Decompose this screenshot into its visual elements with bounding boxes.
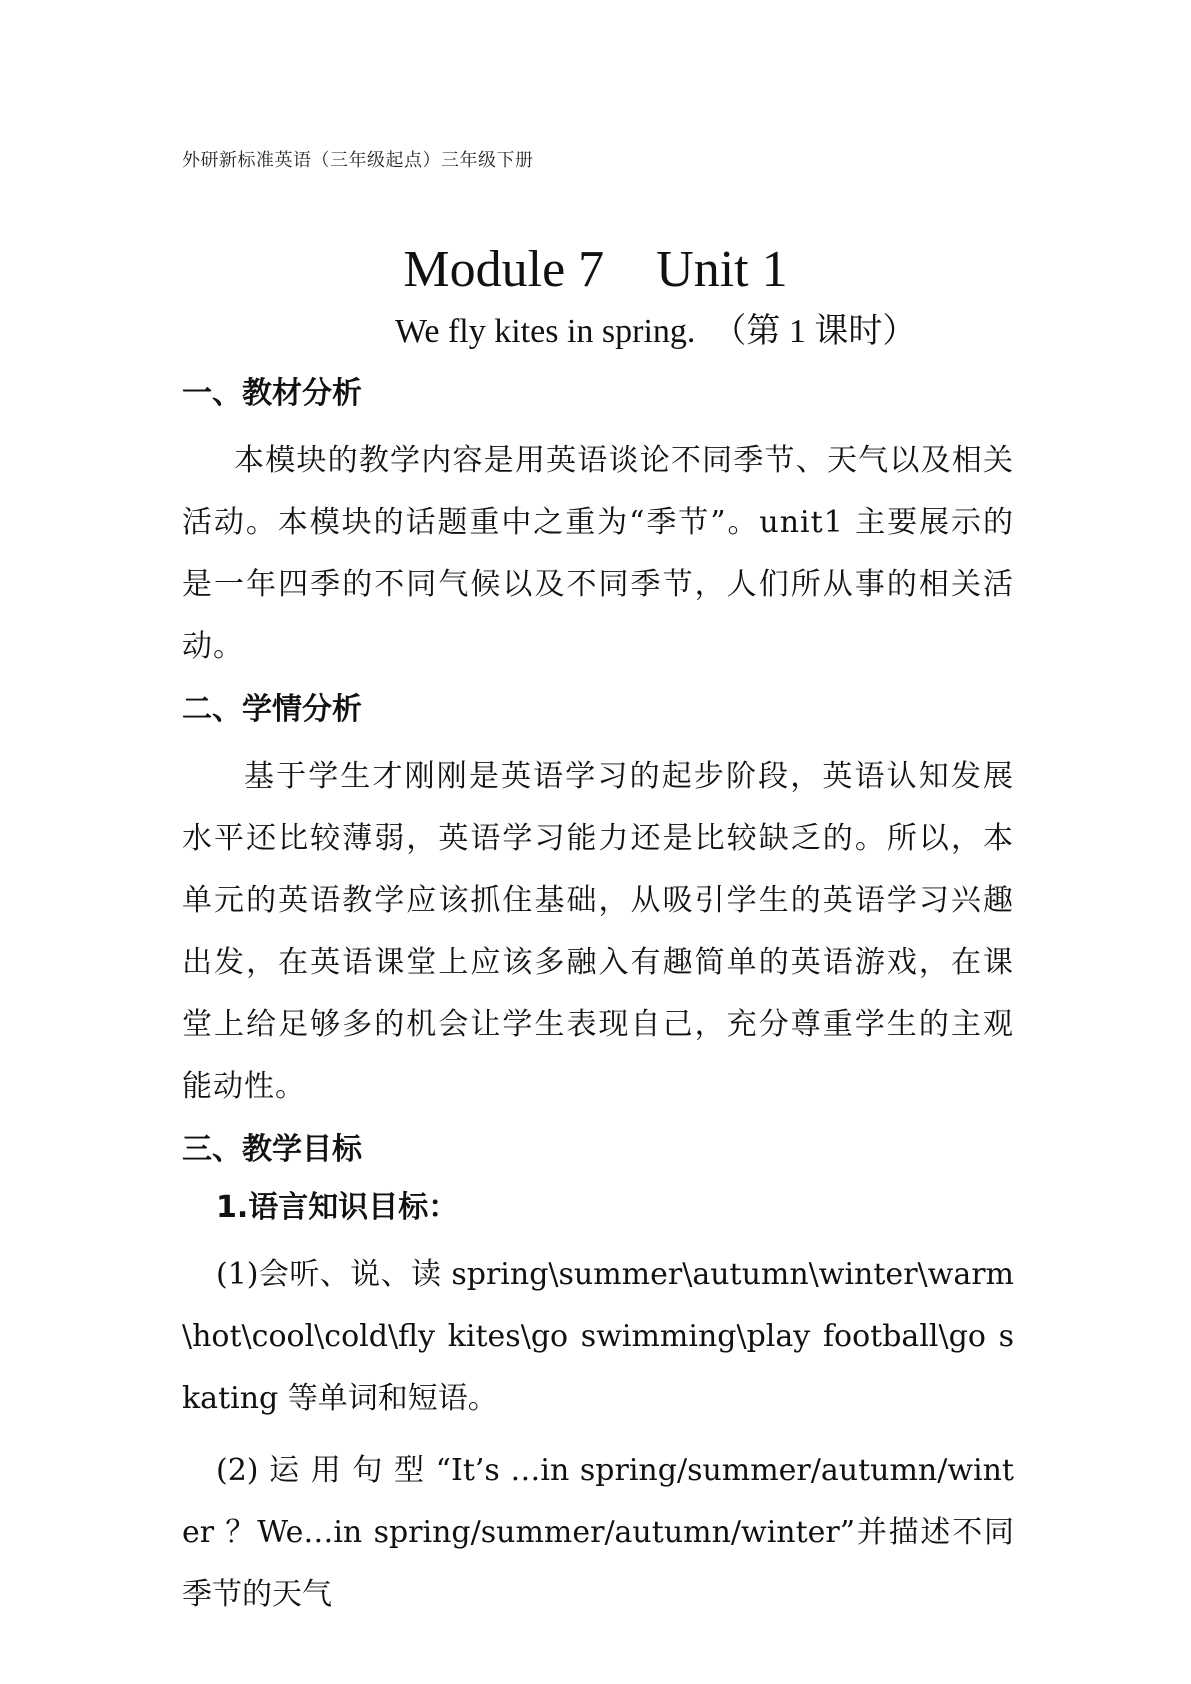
section-heading-textbook-analysis: 一、教材分析 [182,376,362,411]
page-subtitle: We fly kites in spring. （第 1 课时） [395,313,917,350]
goal-item-1: (1)会听、说、读 spring\summer\autumn\winter\warm\hot\cool\cold\fly kites\go swimming\play football\go skating 等单词和短语。 [182,1257,1014,1416]
document-body [182,372,1014,1636]
page-title [0,240,1191,300]
title-module: Module 7 [403,241,605,298]
paragraph-student-analysis: 基于学生才刚刚是英语学习的起步阶段，英语认知发展水平还比较薄弱，英语学习能力还是比较缺乏的。所以，本单元的英语教学应该抓住基础，从吸引学生的英语学习兴趣出发，在英语课堂上应该多融入有趣简单的英语游戏，在课堂上给足够多的机会让学生表现自己，充分尊重学生的主观能动性。 [182,759,1014,1104]
section-heading-student-analysis: 二、学情分析 [182,692,362,727]
goal-item-2: (2) 运 用 句 型 “It’s …in spring/summer/autumn/winter ？We…in spring/summer/autumn/winter”并描述不同季节的天气 [182,1453,1014,1612]
header-note: 外研新标准英语（三年级起点）三年级下册 [182,150,534,171]
section-heading-teaching-goals: 三、教学目标 [182,1132,362,1167]
paragraph-textbook-analysis: 本模块的教学内容是用英语谈论不同季节、天气以及相关活动。本模块的话题重中之重为“季节”。unit1 主要展示的是一年四季的不同气候以及不同季节，人们所从事的相关活动。 [182,443,1014,664]
title-unit: Unit 1 [656,241,788,298]
subheading-language-knowledge: 1.语言知识目标： [216,1190,459,1225]
